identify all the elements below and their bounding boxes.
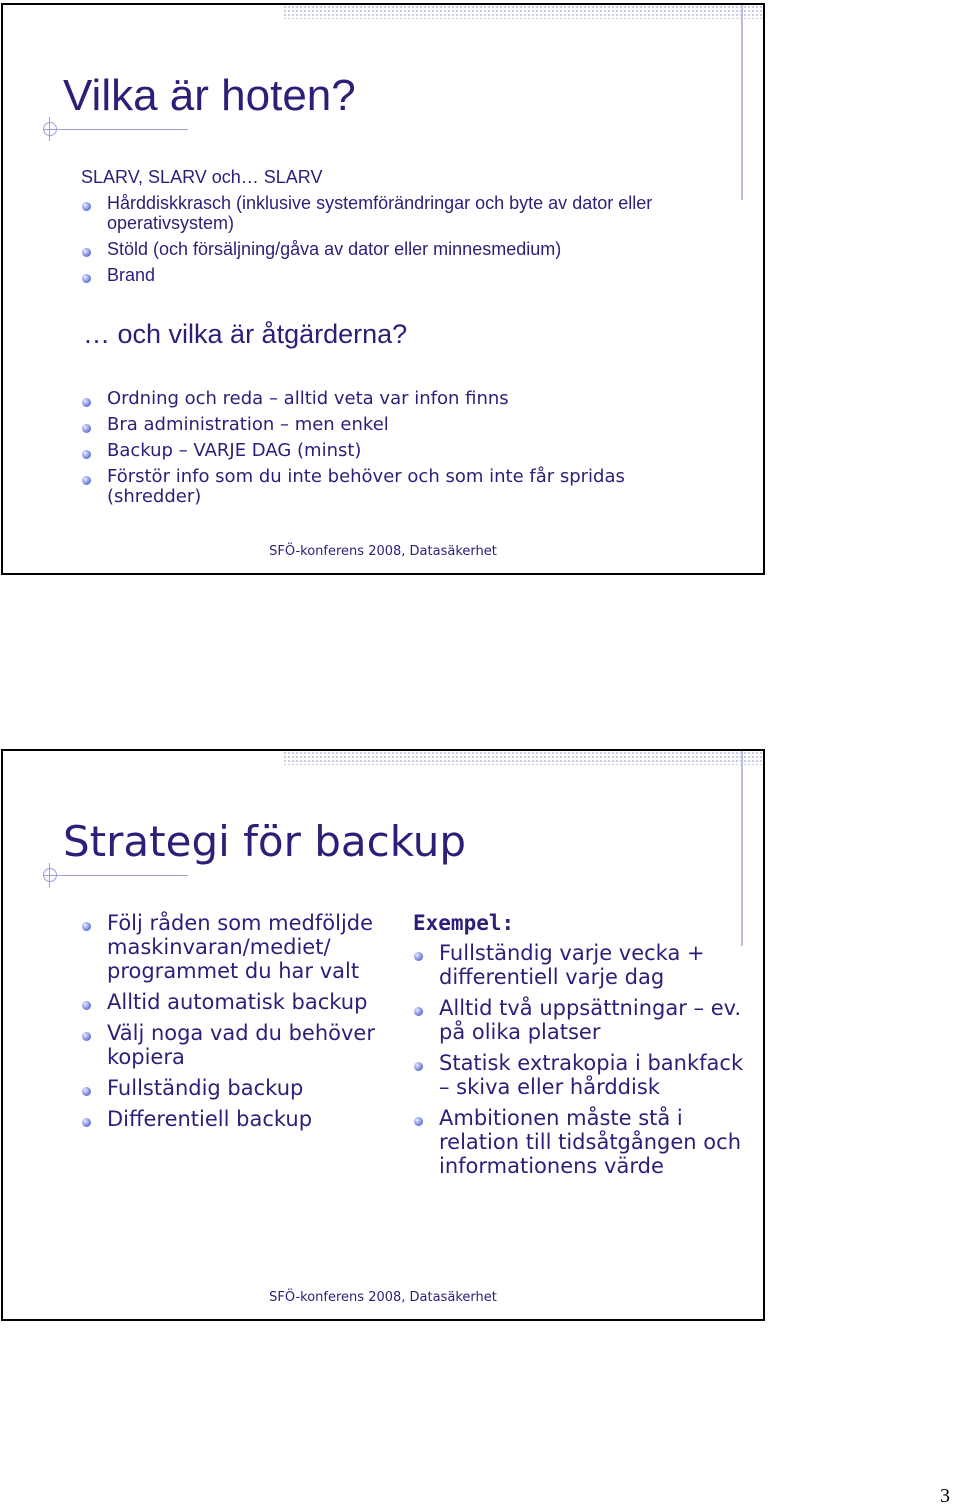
dot-pattern-decoration	[283, 5, 765, 19]
lead-text: SLARV, SLARV och… SLARV	[81, 167, 323, 187]
list-item: Stöld (och försäljning/gåva av dator eller minnesmedium)	[79, 239, 729, 259]
bullet-icon	[82, 450, 91, 459]
vertical-rule-decoration	[741, 5, 743, 200]
list-item: Statisk extrakopia i bankfack – skiva eller hårddisk	[411, 1051, 751, 1099]
list-item: Alltid automatisk backup	[79, 990, 389, 1014]
bullet-icon	[82, 424, 91, 433]
vertical-rule-decoration	[741, 751, 743, 946]
slide-threats	[1, 3, 765, 575]
bullet-icon	[82, 202, 91, 211]
list-item: Ambitionen måste stå i relation till tidsåtgången och informationens värde	[411, 1106, 751, 1178]
bullet-icon	[82, 248, 91, 257]
bullet-icon	[82, 1032, 91, 1041]
list-item: Välj noga vad du behöver kopiera	[79, 1021, 389, 1069]
list-item: Bra administration – men enkel	[79, 415, 719, 435]
bullet-icon	[82, 1001, 91, 1010]
dot-pattern-decoration	[283, 751, 765, 765]
backup-advice-list	[79, 911, 389, 1138]
list-item: Alltid två uppsättningar – ev. på olika platser	[411, 996, 751, 1044]
slide-footer: SFÖ-konferens 2008, Datasäkerhet	[269, 1290, 497, 1305]
horizontal-rule-decoration	[43, 129, 188, 130]
slide-title: Strategi för backup	[63, 817, 467, 866]
slide-footer: SFÖ-konferens 2008, Datasäkerhet	[269, 544, 497, 559]
bullet-icon	[82, 1118, 91, 1127]
crosshair-circle-icon	[43, 122, 57, 136]
bullet-icon	[414, 1117, 423, 1126]
bullet-icon	[82, 1087, 91, 1096]
horizontal-rule-decoration	[43, 875, 188, 876]
bullet-icon	[82, 476, 91, 485]
threat-list	[79, 193, 729, 291]
slide-subtitle: … och vilka är åtgärderna?	[83, 319, 408, 349]
example-heading: Exempel:	[413, 911, 515, 935]
bullet-icon	[82, 922, 91, 931]
bullet-icon	[82, 274, 91, 283]
measure-list	[79, 389, 719, 513]
list-item: Följ råden som medföljde maskinvaran/mediet/ programmet du har valt	[79, 911, 389, 983]
page-number: 3	[940, 1485, 950, 1507]
example-list	[411, 941, 751, 1185]
list-item: Brand	[79, 265, 729, 285]
bullet-icon	[414, 1062, 423, 1071]
slide-title: Vilka är hoten?	[63, 71, 356, 120]
bullet-icon	[82, 398, 91, 407]
list-item: Backup – VARJE DAG (minst)	[79, 441, 719, 461]
list-item: Ordning och reda – alltid veta var infon finns	[79, 389, 719, 409]
bullet-icon	[414, 1007, 423, 1016]
bullet-icon	[414, 952, 423, 961]
list-item: Hårddiskkrasch (inklusive systemförändringar och byte av dator eller operativsystem)	[79, 193, 729, 233]
list-item: Fullständig varje vecka + differentiell varje dag	[411, 941, 751, 989]
slide-backup-strategy	[1, 749, 765, 1321]
crosshair-circle-icon	[43, 868, 57, 882]
list-item: Fullständig backup	[79, 1076, 389, 1100]
list-item: Förstör info som du inte behöver och som inte får spridas (shredder)	[79, 467, 719, 507]
list-item: Differentiell backup	[79, 1107, 389, 1131]
